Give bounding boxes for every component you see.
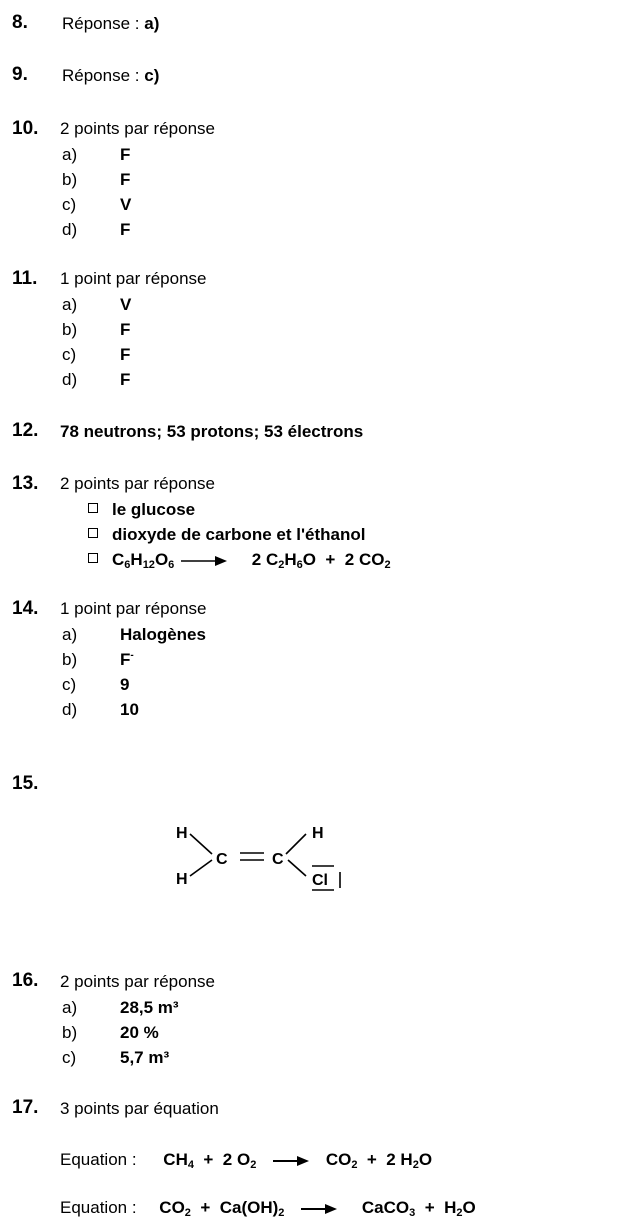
list-item: c) 5,7 m³ [62,1048,170,1067]
question-11-header: 1 point par réponse [60,269,207,288]
question-16-header: 2 points par réponse [60,972,215,991]
bond-h2-c1 [190,860,212,876]
question-number-9: 9. [12,64,28,85]
question-10-list [62,142,131,242]
products: 2 $C_2H_6O + 2$ $CO_2$ [251,550,391,571]
atom-cl: Cl [312,872,328,889]
list-item: b) F [62,170,131,189]
equation-right: $CO_2 + 2$ $H_2O$ [325,1150,433,1171]
question-number-16: 16. [12,970,39,991]
equation-right: CaCO$_3$ + $H_2O$ [361,1198,476,1219]
reactant: $C_6H_{12}O_6$ [112,550,175,571]
list-item: b) 20 % [62,1023,159,1042]
question-8-answer [62,14,159,34]
question-10-header: 2 points par réponse [60,119,215,138]
question-13-header: 2 points par réponse [60,474,215,493]
list-item: a) F [62,145,131,164]
question-14-header: 1 point par réponse [60,599,207,618]
bond-c2-cl [288,860,306,876]
question-number-12: 12. [12,420,39,441]
bond-c2-h3 [286,834,306,854]
list-item: c) 9 [62,675,130,694]
answer-value: a) [144,14,160,33]
checkbox-bullet-icon [88,503,98,513]
atom-h1: H [176,825,188,842]
checkbox-bullet-icon [88,553,98,563]
list-item: d) F [62,370,131,389]
question-13-list [88,497,391,572]
atom-h3: H [312,825,324,842]
list-item: c) V [62,195,132,214]
question-number-15: 15. [12,773,39,794]
question-14-list [62,622,206,722]
equation-label: Equation : [60,1198,137,1217]
reaction-equation [88,547,391,572]
answer-label: Réponse : [62,14,145,33]
reaction-arrow-icon [271,1155,311,1167]
question-number-10: 10. [12,118,39,139]
equation-1 [60,1150,432,1170]
equation-2 [60,1198,476,1218]
list-item: le glucose [88,497,391,522]
question-11-list [62,292,131,392]
answer-value: c) [144,66,160,85]
reaction-arrow-icon [179,555,229,567]
reaction-arrow-icon [299,1203,339,1215]
answer-label: Réponse : [62,66,145,85]
question-number-8: 8. [12,12,28,33]
list-item: d) F [62,220,131,239]
equation-label: Equation : [60,1150,137,1169]
question-number-17: 17. [12,1097,39,1118]
equation-left: $CO_2 + Ca(OH)_2$ [159,1198,285,1219]
question-number-13: 13. [12,473,39,494]
question-number-11: 11. [12,268,38,289]
checkbox-bullet-icon [88,528,98,538]
atom-c2: C [272,851,284,868]
list-item: dioxyde de carbone et l'éthanol [88,522,391,547]
list-item: b) F- [62,650,134,669]
bond-h1-c1 [190,834,212,854]
question-17-header: 3 points par équation [60,1099,219,1118]
atom-h2: H [176,871,188,888]
list-item: b) F [62,320,131,339]
list-item: a) V [62,295,132,314]
question-16-list [62,995,179,1070]
question-9-answer [62,66,159,86]
list-item: c) F [62,345,131,364]
list-item: a) Halogènes [62,625,206,644]
list-item: a) 28,5 m³ [62,998,179,1017]
equation-left: $CH_4 + 2$ $O_2$ [163,1150,257,1171]
atom-c1: C [216,851,228,868]
chloroethene-structure-diagram [160,812,380,902]
question-number-14: 14. [12,598,39,619]
list-item: d) 10 [62,700,139,719]
question-12-answer: 78 neutrons; 53 protons; 53 électrons [60,422,364,441]
